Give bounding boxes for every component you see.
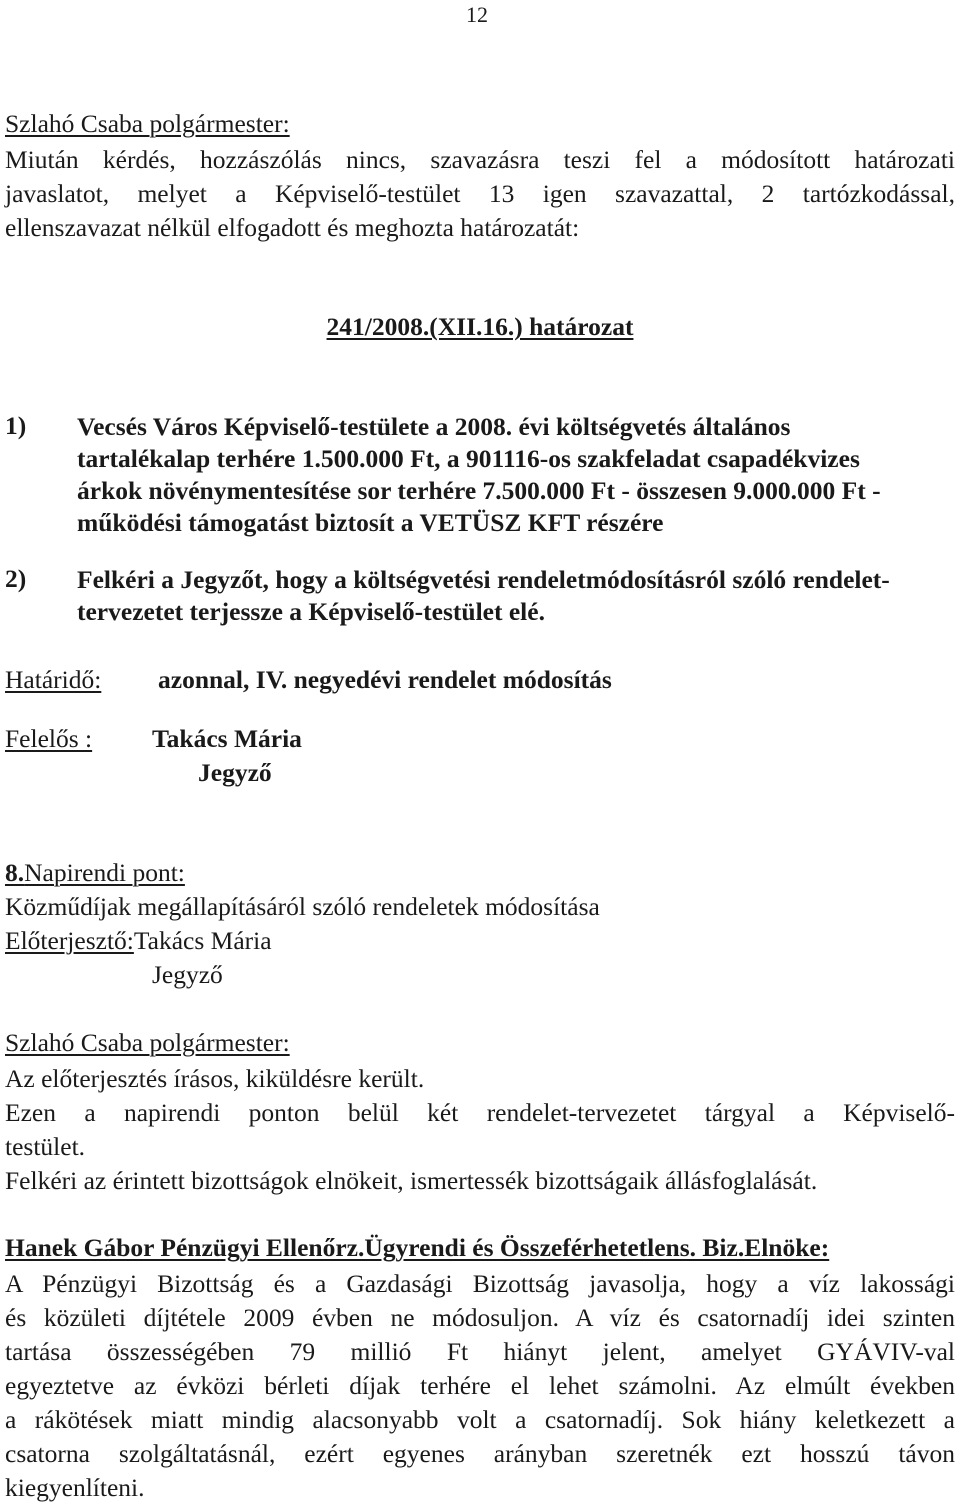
- responsible-label: Felelős :: [5, 724, 93, 753]
- responsible-role: Jegyző: [198, 758, 272, 787]
- agenda-heading: [5, 858, 185, 888]
- paragraph-line: a rákötések miatt mindig alacsonyabb volt a csatornadíj. Sok hiány keletkezett a: [5, 1405, 955, 1434]
- committee-chair-heading: Hanek Gábor Pénzügyi Ellenőrz.Ügyrendi és Összeférhetetlens. Biz.Elnöke:: [5, 1233, 830, 1262]
- agenda-subject: Közműdíjak megállapításáról szóló rendeletek módosítása: [5, 892, 600, 921]
- item-line: Vecsés Város Képviselő-testülete a 2008. évi költségvetés általános: [77, 412, 791, 441]
- item-2-text: [77, 564, 957, 628]
- paragraph-line: ellenszavazat nélkül elfogadott és meghozta határozatát:: [5, 213, 580, 242]
- item-line: Felkéri a Jegyzőt, hogy a költségvetési rendeletmódosításról szóló rendelet-: [77, 565, 890, 594]
- speaker-heading: Szlahó Csaba polgármester:: [5, 1028, 290, 1057]
- paragraph-line: kiegyenlíteni.: [5, 1473, 145, 1502]
- presenter-name: Takács Mária: [133, 926, 272, 955]
- responsible-name: Takács Mária: [152, 724, 302, 753]
- paragraph-line: javaslatot, melyet a Képviselő-testület 13 igen szavazattal, 2 tartózkodással,: [5, 179, 955, 208]
- deadline-value: azonnal, IV. negyedévi rendelet módosítás: [158, 665, 612, 694]
- item-line: tartalékalap terhére 1.500.000 Ft, a 901116-os szakfeladat csapadékvizes: [77, 444, 860, 473]
- paragraph-line: és közületi díjtétele 2009 évben ne módosuljon. A víz és csatornadíj idei szinten: [5, 1303, 955, 1332]
- paragraph-vote: [5, 143, 955, 245]
- item-2-number: 2): [5, 564, 27, 593]
- paragraph-line: csatorna szolgáltatásnál, ezért egyenes arányban szeretnék ezt hosszú távon: [5, 1439, 955, 1468]
- paragraph-line: Ezen a napirendi ponton belül két rendelet-tervezetet tárgyal a Képviselő-: [5, 1098, 955, 1127]
- item-1-number: 1): [5, 411, 27, 440]
- paragraph-line: tartása összességében 79 millió Ft hiányt jelent, amelyet GYÁVIV-val: [5, 1337, 955, 1366]
- paragraph-line: testület.: [5, 1132, 86, 1161]
- presenter-label: Előterjesztő:: [5, 926, 134, 955]
- paragraph-committee: [5, 1267, 955, 1505]
- item-1-text: [77, 411, 957, 539]
- presenter-role: Jegyző: [152, 960, 223, 989]
- paragraph-line: egyeztetve az évközi bérleti díjak terhére el lehet számolni. Az elmúlt években: [5, 1371, 955, 1400]
- deadline-label: Határidő:: [5, 665, 102, 694]
- item-line: árkok növénymentesítése sor terhére 7.500.000 Ft - összesen 9.000.000 Ft -: [77, 476, 881, 505]
- paragraph-line: Felkéri az érintett bizottságok elnökeit, ismertessék bizottságaik állásfoglalását.: [5, 1166, 818, 1195]
- item-line: működési támogatást biztosít a VETÜSZ KFT részére: [77, 508, 664, 537]
- item-line: tervezetet terjessze a Képviselő-testület elé.: [77, 597, 545, 626]
- paragraph-line: Miután kérdés, hozzászólás nincs, szavazásra teszi fel a módosított határozati: [5, 145, 955, 174]
- agenda-number: 8.: [5, 858, 25, 887]
- paragraph-intro: [5, 1062, 955, 1198]
- resolution-title: 241/2008.(XII.16.) határozat: [326, 312, 634, 341]
- page-number: 12: [466, 2, 488, 27]
- paragraph-line: A Pénzügyi Bizottság és a Gazdasági Bizottság javasolja, hogy a víz lakossági: [5, 1269, 955, 1298]
- speaker-heading: Szlahó Csaba polgármester:: [5, 109, 290, 138]
- agenda-label: Napirendi pont:: [24, 858, 185, 887]
- presenter-line: [5, 926, 272, 956]
- paragraph-line: Az előterjesztés írásos, kiküldésre került.: [5, 1064, 425, 1093]
